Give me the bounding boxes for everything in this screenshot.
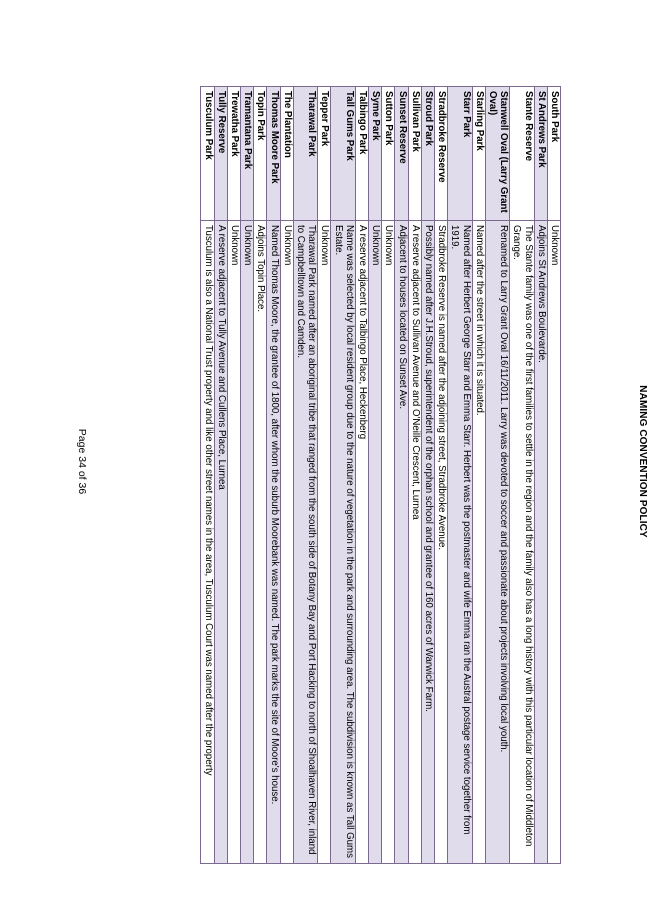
description-cell: A reserve adjacent to Sullivan Avenue and O'Neille Crescent, Lurnea bbox=[408, 221, 421, 864]
table-row bbox=[267, 87, 280, 864]
description-cell: Unknown bbox=[382, 221, 395, 864]
table-row bbox=[382, 87, 395, 864]
park-name-cell: Tusculum Park bbox=[201, 87, 214, 221]
park-name-cell: Starr Park bbox=[448, 87, 472, 221]
description-cell: Unknown bbox=[240, 221, 253, 864]
table-row bbox=[421, 87, 434, 864]
document-title: NAMING CONVENTION POLICY bbox=[637, 385, 648, 538]
park-name-cell: Talbingo Park bbox=[355, 87, 368, 221]
description-cell: Named after Herbert George Starr and Emma Starr. Herbert was the postmaster and wife Emma ran the Austral postage service together from 1919. bbox=[448, 221, 472, 864]
description-cell: Named Thomas Moore, the grantee of 1800, after whom the suburb Moorebank was named. The park marks the site of Moore's house. bbox=[267, 221, 280, 864]
park-name-cell: Sunset Reserve bbox=[395, 87, 408, 221]
table-row bbox=[355, 87, 368, 864]
description-cell: Unknown bbox=[280, 221, 293, 864]
table-row bbox=[448, 87, 472, 864]
description-cell: A reserve adjacent to Tully Avenue and Cullens Place, Lurnea bbox=[214, 221, 227, 864]
table-row bbox=[201, 87, 214, 864]
description-cell: Tusculum is also a National Trust property and like other street names in the area, Tusculum Court was named after the property bbox=[201, 221, 214, 864]
park-name-cell: South Park bbox=[547, 87, 560, 221]
park-name-cell: Tharawal Park bbox=[293, 87, 317, 221]
table-row bbox=[547, 87, 560, 864]
park-name-cell: Syme Park bbox=[368, 87, 381, 221]
park-name-cell: Sullivan Park bbox=[408, 87, 421, 221]
table-row bbox=[240, 87, 253, 864]
table-row bbox=[368, 87, 381, 864]
description-cell: Unknown bbox=[368, 221, 381, 864]
description-cell: Adjacent to houses located on Sunset Ave. bbox=[395, 221, 408, 864]
naming-table-body bbox=[201, 87, 561, 864]
table-row bbox=[227, 87, 240, 864]
description-cell: Stradbroke Reserve is named after the adjoining street, Stradbroke Avenue. bbox=[434, 221, 447, 864]
description-cell: Unknown bbox=[227, 221, 240, 864]
table-row bbox=[434, 87, 447, 864]
park-name-cell: Tully Reserve bbox=[214, 87, 227, 221]
table-row bbox=[331, 87, 355, 864]
table-row bbox=[254, 87, 267, 864]
park-name-cell: Stradbroke Reserve bbox=[434, 87, 447, 221]
table-row bbox=[395, 87, 408, 864]
park-name-cell: Thomas Moore Park bbox=[267, 87, 280, 221]
park-name-cell: Stante Reserve bbox=[510, 87, 534, 221]
page-footer: Page 34 of 36 bbox=[76, 428, 88, 495]
description-cell: Adjoins St Andrews Boulevarde. bbox=[534, 221, 547, 864]
description-cell: Named after the street in which it is situated. bbox=[472, 221, 485, 864]
table-row bbox=[280, 87, 293, 864]
naming-table bbox=[200, 86, 561, 864]
description-cell: The Stante family was one of the first families to settle in the region and the family also has a long history with this particular location of Middleton Grange. bbox=[510, 221, 534, 864]
table-row bbox=[510, 87, 534, 864]
description-cell: Name was selected by local resident group due to the nature of vegetation in the park and surrounding area. The subdivision is known as Tall Gums Estate. bbox=[331, 221, 355, 864]
park-name-cell: Sutton Park bbox=[382, 87, 395, 221]
park-name-cell: Trewatha Park bbox=[227, 87, 240, 221]
table-row bbox=[408, 87, 421, 864]
table-row bbox=[214, 87, 227, 864]
description-cell: Tharawal Park named after an aboriginal tribe that ranged from the south side of Botany Bay and Port Hacking to north of Shoalhaven River, inland to Campbelltown and Camden. bbox=[293, 221, 317, 864]
description-cell: Possibly named after J.H.Stroud, superintendent of the orphan school and grantee of 160 acres of Warwick Farm. bbox=[421, 221, 434, 864]
park-name-cell: St Andrews Park bbox=[534, 87, 547, 221]
park-name-cell: Tepper Park bbox=[318, 87, 331, 221]
park-name-cell: Tramantana Park bbox=[240, 87, 253, 221]
description-cell: Unknown bbox=[318, 221, 331, 864]
park-name-cell: Tall Gums Park bbox=[331, 87, 355, 221]
table-row bbox=[534, 87, 547, 864]
description-cell: Renamed to Larry Grant Oval 16/11/2011. Larry was devoted to soccer and passionate about projects involving local youth. bbox=[485, 221, 509, 864]
park-name-cell: Topin Park bbox=[254, 87, 267, 221]
description-cell: A reserve adjacent to Talbingo Place, Heckenberg bbox=[355, 221, 368, 864]
park-name-cell: Stroud Park bbox=[421, 87, 434, 221]
park-name-cell: Starling Park bbox=[472, 87, 485, 221]
table-row bbox=[293, 87, 317, 864]
description-cell: Unknown bbox=[547, 221, 560, 864]
park-name-cell: Stanwell Oval (Larry Grant Oval) bbox=[485, 87, 509, 221]
table-row bbox=[485, 87, 509, 864]
description-cell: Adjoins Topin Place. bbox=[254, 221, 267, 864]
table-row bbox=[472, 87, 485, 864]
table-row bbox=[318, 87, 331, 864]
park-name-cell: The Plantation bbox=[280, 87, 293, 221]
